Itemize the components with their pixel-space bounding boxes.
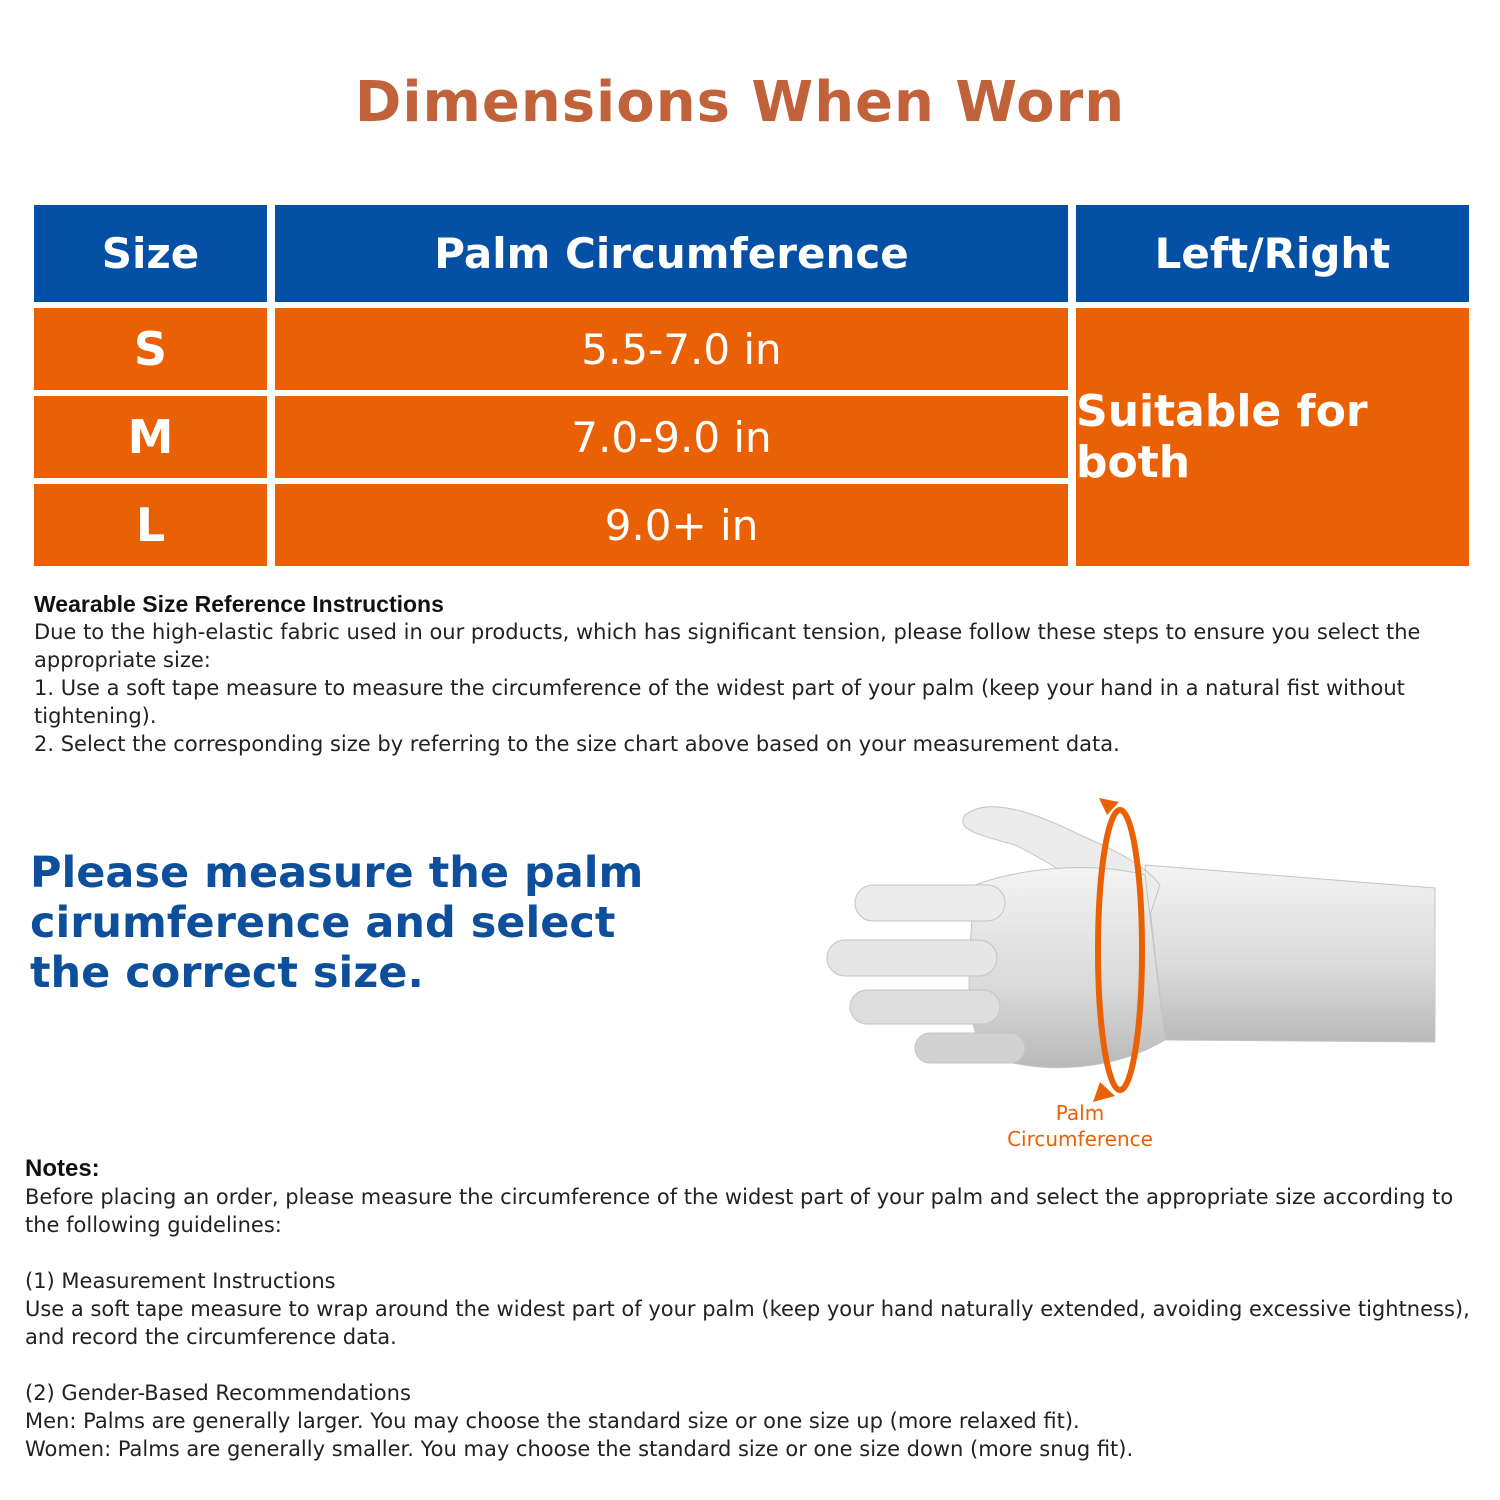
notes-section-2-title: (2) Gender-Based Recommendations xyxy=(25,1381,411,1405)
header-size: Size xyxy=(34,205,267,302)
palm-label-line-1: Palm xyxy=(1055,1101,1105,1125)
notes-men: Men: Palms are generally larger. You may choose the standard size or one size up (more relaxed fit). xyxy=(25,1409,1080,1433)
notes-section xyxy=(25,1155,1485,1463)
notes-section-1-text: Use a soft tape measure to wrap around the widest part of your palm (keep your hand naturally extended, avoiding excessive tightness), and record the circumference data. xyxy=(25,1297,1470,1349)
palm-cell-s: 5.5-7.0 in xyxy=(275,308,1068,390)
instructions-step-1: 1. Use a soft tape measure to measure the circumference of the widest part of your palm (keep your hand in a natural fist without tightening). xyxy=(34,676,1405,728)
instructions-step-2: 2. Select the corresponding size by referring to the size chart above based on your measurement data. xyxy=(34,732,1120,756)
notes-women: Women: Palms are generally smaller. You may choose the standard size or one size down (more snug fit). xyxy=(25,1437,1134,1461)
page-title: Dimensions When Worn xyxy=(354,70,1126,135)
instructions-heading: Wearable Size Reference Instructions xyxy=(34,591,444,617)
left-right-cell: Suitable for both xyxy=(1076,308,1469,566)
palm-cell-m: 7.0-9.0 in xyxy=(275,396,1068,478)
size-reference-instructions xyxy=(34,590,1464,758)
header-left-right: Left/Right xyxy=(1076,205,1469,302)
measure-callout: Please measure the palm cirumference and select the correct size. xyxy=(30,848,644,998)
palm-label-line-2: Circumference xyxy=(1007,1127,1153,1151)
notes-intro: Before placing an order, please measure the circumference of the widest part of your palm and select the appropriate size according to the following guidelines: xyxy=(25,1185,1454,1237)
notes-heading: Notes: xyxy=(25,1155,100,1182)
size-cell-s: S xyxy=(34,308,267,390)
hand-measure-icon xyxy=(815,790,1455,1110)
size-cell-l: L xyxy=(34,484,267,566)
notes-section-1-title: (1) Measurement Instructions xyxy=(25,1269,336,1293)
size-cell-m: M xyxy=(34,396,267,478)
palm-cell-l: 9.0+ in xyxy=(275,484,1068,566)
header-palm-circumference: Palm Circumference xyxy=(275,205,1068,302)
instructions-intro: Due to the high-elastic fabric used in our products, which has significant tension, please follow these steps to ensure you select the appropriate size: xyxy=(34,620,1421,672)
palm-circumference-label xyxy=(980,1100,1180,1152)
